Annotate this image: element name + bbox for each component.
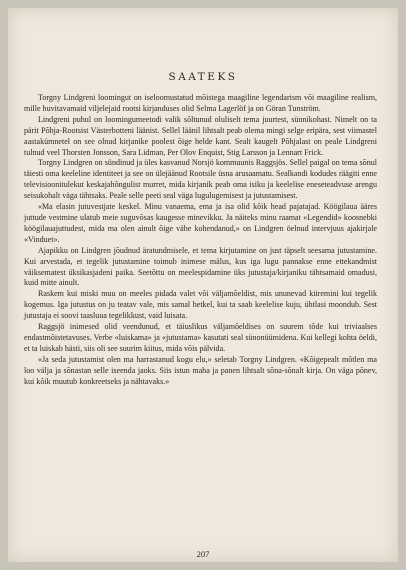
body-text — [24, 93, 377, 387]
paragraph: «Ja seda jutustamist olen ma harrastanud kogu elu,» seletab Torgny Lindgren. «Kõigepealt mõtlen ma loo välja ja sõnastan selle iseenda jaoks. Siis istun maha ja panen lihtsalt sõna-sõnalt kirja. On väga põnev, kui kõik muutub konkreetseks ja nähtavaks.» — [24, 354, 377, 386]
paragraph: Raggsjö inimesed olid veendunud, et täiuslikus väljamõeldises on suurem tõde kui triviaalses endastmõistetavuses. Verbe «luiskama» ja «jutustama» kasutati seal sünonüümidena. Kui kellegi kohta öeldi, et ta luiskab hästi, siis oli see suurim kiitus, mida võis pälvida. — [24, 322, 377, 353]
paragraph: Ajapikku on Lindgren jõudnud äratundmisele, et tema kirjutamine on just täpselt seesama jutustamine. Kui arvestada, et tegelik jutustamine toimub inimese mälus, kus iga lugu pannakse enne ettekandmist väiksematest üksikasjadeni paika. Seetõttu on meelespidamine üks jutustaja/kirjaniku tähtsamaid omadusi, kuid mitte ainult. — [24, 245, 377, 288]
book-page — [8, 8, 398, 562]
paragraph: Torgny Lindgren on sündinud ja üles kasvanud Norsjö kommuunis Raggsjös. Sellel paigal on tema sõnul täiesti oma keeleline identiteet ja see on ülejäänud Rootsile üsna arusaamatu. Sealkandi kodudes räägiti enne televisioonitulekut keskajahõngulist murret, mida kirjanik peab oma isiku ja keelelise eneseteadvuse arengu seisukohalt väga tähtsaks. Peale selle peeti seal väga lugulugemisest ja jutustamisest. — [24, 158, 377, 201]
paragraph: Torgny Lindgreni loomingut on iseloomustatud mõistega maagiline legendarism või maagiline realism, mille huvitavamaid viljelejaid rootsi kirjanduses olid Selma Lagerlöf ja on Göran Tunström. — [24, 93, 377, 113]
paragraph: Raskem kui miski muu on meeles pidada valet või väljamõeldist, mis ununevad kiiremini kui tegelik kogemus. Iga jutustus on ju teatav vale, mis samal hetkel, kui ta saab keelelise kuju, ühtlasi moondub. Sest jutustaja ei soovi taasluua tegelikkust, vaid luisata. — [24, 289, 377, 321]
paragraph: Lindgreni puhul on loomingumeetodi valik sõltunud oluliselt tema juurtest, sünnikohast. Nimelt on ta pärit Põhja-Rootsist Västerbotteni läänist. Sellel läänil lihtsalt peab olema mingi selge eripära, sest viimastel aastakümnetel on see olnud kirjanike poolest õige helde kant. Sealt kaugelt Põhjalast on peale Lindgreni tulnud veel Thorsten Jonsson, Sara Lidman, Per Olov Enquist, Stig Larsson ja Lennart Frick. — [24, 114, 377, 157]
paragraph: «Ma elasin jutuvestjate keskel. Minu vanaema, ema ja isa olid kõik head pajatajad. Köögilaua ääres juttude vestmine ulatub meie suguvõsas kaugesse minevikku. Ja näiteks minu raamat «Legendid» koosnebki köögilauajuttudest, mida ma olen ainult õige vähe kohendanud,» on Lindgren öelnud intervjuus ajakirjale «Vinduet». — [24, 202, 377, 244]
chapter-title: SAATEKS — [168, 71, 238, 83]
page-number: 207 — [196, 549, 210, 559]
